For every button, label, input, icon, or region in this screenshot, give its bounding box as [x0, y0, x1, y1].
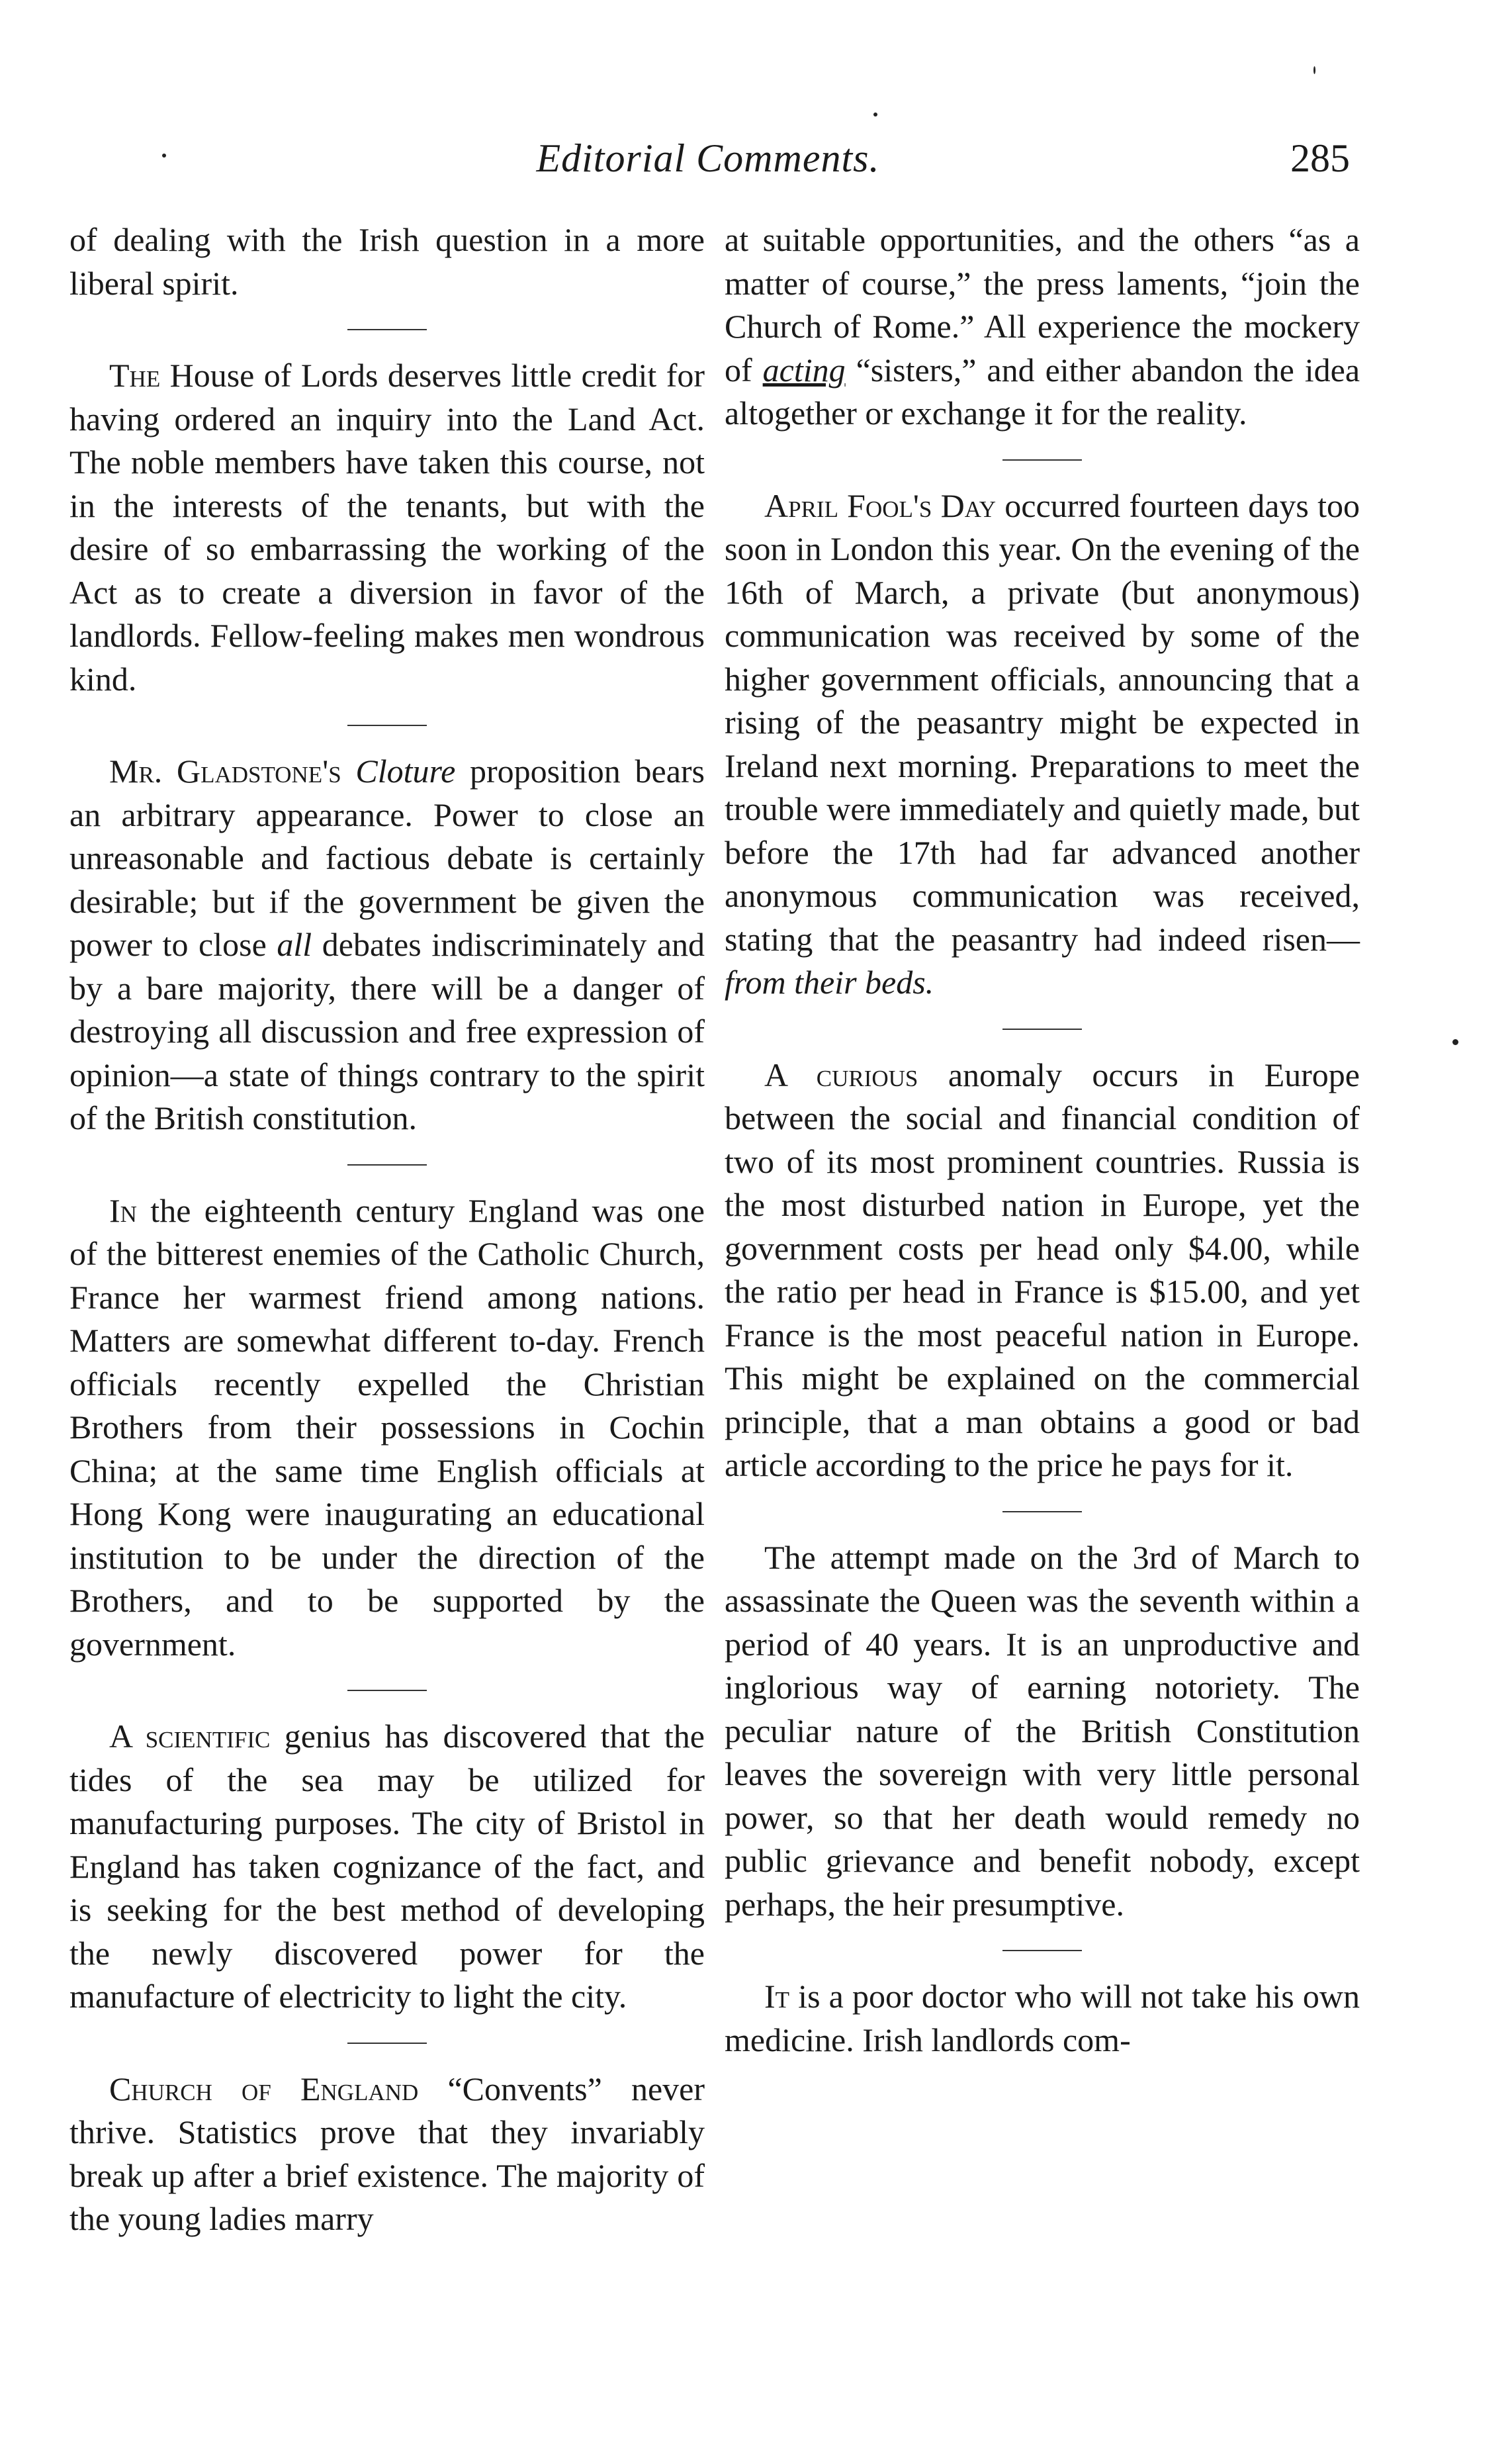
paragraph-emphasis: all [277, 926, 312, 963]
section-divider [1002, 1029, 1082, 1030]
paragraph-convents-continued [725, 218, 1360, 436]
paragraph-lead: A scientific [109, 1718, 271, 1755]
paragraph-assassination-attempt [725, 1536, 1360, 1927]
paragraph-text: “sisters,” and either abandon the idea altogether or exchange it for the reality. [725, 351, 1360, 432]
paragraph-lead: A curious [764, 1056, 918, 1093]
scan-speck [1313, 66, 1315, 74]
paragraph-text: genius has discovered that the tides of the sea may be utilized for manufacturing purposes. The city of Bristol in England has taken cognizance of the fact, and is seeking for the best method of developing the newly discovered power for the manufacture of electricity to light the city. [69, 1718, 705, 2015]
running-title: Editorial Comments. [536, 136, 880, 180]
section-divider [1002, 1511, 1082, 1512]
paragraph-text: anomaly occurs in Europe between the social and financial condition of two of its most prominent countries. Russia is the most disturbed nation in Europe, yet the government costs per head only $4.00, while the ratio per head in France is $15.00, and yet France is the most peaceful nation in Europe. This might be explained on the commercial principle, that a man obtains a good or bad article according to the price he pays for it. [725, 1056, 1360, 1483]
paragraph-text: the eighteenth century England was one of the bitterest enemies of the Catholic Church, France her warmest friend among nations. Matters are somewhat different to-day. French officials recently expelled the Christian Brothers from their possessions in Cochin China; at the same time English officials at Hong Kong were inaugurating an educational institution to be under the direction of the Brothers, and to be supported by the government. [69, 1191, 705, 1663]
scan-speck [162, 154, 166, 158]
paragraph-emphasis: from their beds. [725, 964, 934, 1001]
paragraph-lead: April Fool's Day [764, 486, 997, 524]
paragraph-emphasis: Cloture [355, 753, 456, 790]
paragraph-emphasis: acting [762, 351, 846, 389]
left-column [69, 218, 705, 2241]
paragraph-text: at suitable opportunities, and the others “as a matter of course,” the press laments, “join the Church of Rome.” All experience the mockery of [725, 221, 1360, 389]
paragraph-poor-doctor [725, 1975, 1360, 2062]
paragraph-eighteenth-century [69, 1189, 705, 1667]
section-divider [1002, 1950, 1082, 1951]
paragraph-text: occurred fourteen days too soon in London this year. On the evening of the 16th of March, a private (but anonymous) communication was received by some of the higher government officials, announcing that a rising of the peasantry might be expected in Ireland next morning. Preparations to meet the trouble were immediately and quietly made, but before the 17th had far advanced another anonymous communication was received, stating that the peasantry had indeed risen— [725, 486, 1360, 958]
paragraph-tides-of-the-sea [69, 1715, 705, 2019]
paragraph-text: The attempt made on the 3rd of March to assassinate the Queen was the seventh within a period of 40 years. It is an unproductive and inglorious way of earning notoriety. The peculiar nature of the British Constitution leaves the sovereign with very little personal power, so that her death would remedy no public grievance and benefit nobody, except perhaps, the heir presumptive. [725, 1538, 1360, 1923]
paragraph-text: debates indiscriminately and by a bare majority, there will be a danger of destroying all discussion and free expression of opinion—a state of things contrary to the spirit of the British constitution. [69, 926, 705, 1136]
paragraph-irish-question-continued [69, 218, 705, 305]
paragraph-lead: Church of England [109, 2070, 419, 2107]
scan-speck [873, 113, 877, 116]
section-divider [1002, 459, 1082, 461]
paragraph-curious-anomaly [725, 1054, 1360, 1487]
paragraph-lead: In [109, 1191, 137, 1229]
paragraph-lead: Mr. Gladstone's [109, 753, 341, 790]
paragraph-gladstone-cloture [69, 750, 705, 1140]
paragraph-lead: It [764, 1978, 790, 2015]
scan-speck [1452, 1039, 1458, 1045]
page-number: 285 [1290, 136, 1350, 180]
paragraph-april-fools-day [725, 484, 1360, 1005]
section-divider [347, 725, 427, 726]
paragraph-text: proposition bears an arbitrary appearance. Power to close an unreasonable and factious debate is certainly desirable; but if the government be given the power to close [69, 753, 705, 963]
running-head [66, 136, 1350, 189]
paragraph-text: of dealing with the Irish question in a more liberal spirit. [69, 221, 705, 302]
section-divider [347, 1164, 427, 1166]
section-divider [347, 329, 427, 330]
right-column [725, 218, 1360, 2062]
paragraph-church-of-england-convents [69, 2068, 705, 2241]
paragraph-text: “Convents” never thrive. Statistics prove that they invariably break up after a brief existence. The majority of the young ladies marry [69, 2070, 705, 2237]
paragraph-house-of-lords [69, 354, 705, 701]
paragraph-text: House of Lords deserves little credit for having ordered an inquiry into the Land Act. The noble members have taken this course, not in the interests of the tenants, but with the desire of so embarrassing the working of the Act as to create a diversion in favor of the landlords. Fellow-feeling makes men wondrous kind. [69, 357, 705, 698]
section-divider [347, 1690, 427, 1691]
section-divider [347, 2043, 427, 2044]
paragraph-text: is a poor doctor who will not take his own medicine. Irish landlords com- [725, 1978, 1360, 2058]
paragraph-lead: The [109, 357, 161, 394]
